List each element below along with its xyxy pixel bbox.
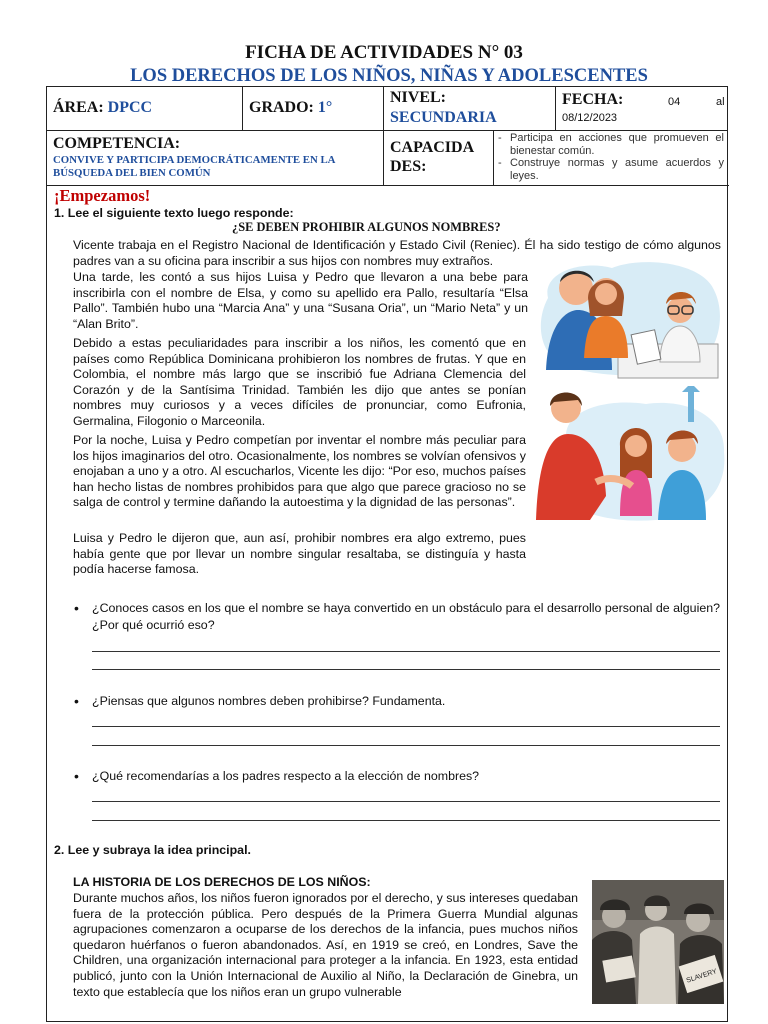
fecha-al: al bbox=[716, 96, 725, 108]
capacidades-label-cell bbox=[384, 131, 494, 186]
question-1: ¿Conoces casos en los que el nombre se haya convertido en un obstáculo para el desarrollo personal de alguien? ¿Por qué ocurrió eso? bbox=[92, 601, 720, 632]
nivel-label: NIVEL: bbox=[390, 89, 447, 106]
area-cell bbox=[47, 87, 243, 131]
answer-line[interactable] bbox=[92, 801, 720, 802]
historic-photo bbox=[592, 880, 724, 1004]
answer-line[interactable] bbox=[92, 745, 720, 746]
family-illustration bbox=[536, 386, 728, 524]
fecha-label: FECHA: bbox=[562, 91, 624, 108]
competencia-label: COMPETENCIA: bbox=[53, 135, 181, 152]
page-subtitle: LOS DERECHOS DE LOS NIÑOS, NIÑAS Y ADOLESCENTES bbox=[130, 66, 648, 86]
fecha-date: 08/12/2023 bbox=[562, 112, 618, 124]
paragraph-4: Por la noche, Luisa y Pedro competían por inventar el nombre más peculiar para los hijos imaginarios del otro. Ocasionalmente, los nombres se volvían ofensivos y enojaban a uno y a otro. Al escucharlos, Vicente les dijo: “Por eso, muchos países han hecho listas de nombres prohibidos para que algo que parece gracioso no se salga de control y termine dañando la autoestima y la dignidad de las personas”. bbox=[73, 433, 526, 510]
question-3: ¿Qué recomendarías a los padres respecto a la elección de nombres? bbox=[92, 769, 480, 783]
grado-cell bbox=[243, 87, 384, 131]
answer-line[interactable] bbox=[92, 726, 720, 727]
item-2-label: 2. Lee y subraya la idea principal. bbox=[54, 843, 251, 857]
bullet-icon: • bbox=[74, 768, 79, 784]
answer-line[interactable] bbox=[92, 669, 720, 670]
capacidades-label-2: DES: bbox=[390, 158, 427, 175]
nivel-cell bbox=[384, 87, 556, 131]
area-value: DPCC bbox=[107, 99, 153, 116]
office-illustration bbox=[532, 258, 724, 380]
paragraph-3: Debido a estas peculiaridades para inscribir a los niños, les comentó que en países como República Dominicana prohibieron los nombres de frutas. Y que en Colombia, el nombre más largo que se inscribió fue Adriana Clemencia del Corazón y de la Santísima Trinidad. También les dijo que antes se ponían nombres muy curiosos y a veces difíciles de pronunciar, como Eufronia, Germalina, Filogonio o Marceonila. bbox=[73, 336, 526, 428]
photo-sign-text: SLAVERY bbox=[685, 968, 718, 985]
fecha-cell bbox=[556, 87, 728, 131]
nivel-value: SECUNDARIA bbox=[390, 109, 497, 126]
answer-line[interactable] bbox=[92, 820, 720, 821]
capacidad-item: - Participa en acciones que promueven el bienestar común. bbox=[498, 132, 724, 157]
paragraph-5: Luisa y Pedro le dijeron que, aun así, prohibir nombres era algo extremo, pues había gente que por llevar un nombre singular resaltaba, se distinguía y hasta podía hacerse famosa. bbox=[73, 531, 526, 577]
page-title: FICHA DE ACTIVIDADES N° 03 bbox=[245, 42, 523, 63]
paragraph-2: Una tarde, les contó a sus hijos Luisa y Pedro que llevaron a una bebe para inscribirla con el nombre de Elsa, y como su apellido era Pallo, resultaría “Elsa Pallo”. También hubo una “Marcia Ana” y una “Susana Oria”, un “Mario Neta” y un “Alan Brito”. bbox=[73, 270, 528, 331]
section-heading: ¡Empezamos! bbox=[54, 186, 151, 205]
capacidad-item: - Construye normas y asume acuerdos y leyes. bbox=[498, 157, 724, 182]
bullet-icon: • bbox=[74, 693, 79, 709]
history-title: LA HISTORIA DE LOS DERECHOS DE LOS NIÑOS: bbox=[73, 875, 371, 889]
capacidades-label-1: CAPACIDA bbox=[390, 139, 475, 156]
item-1-label: 1. Lee el siguiente texto luego responde: bbox=[54, 206, 294, 220]
capacidades-list-cell bbox=[494, 131, 729, 186]
fecha-day: 04 bbox=[668, 96, 681, 108]
question-2: ¿Piensas que algunos nombres deben prohibirse? Fundamenta. bbox=[92, 694, 446, 708]
history-paragraph: Durante muchos años, los niños fueron ignorados por el derecho, y sus intereses quedaban fuera de la protección pública. Pero después de la Primera Guerra Mundial algunas agrupaciones comenzaron a ocuparse de los derechos de la infancia, pues muchos niños quedaron huérfanos o fueron abandonados. Así, en 1919 se creó, en Londres, Save the Children, una organización internacional para proteger a la infancia. En 1923, esta entidad publicó, junto con la Unión Internacional de Auxilio al Niño, la Declaración de Ginebra, un texto que establecía que los niños eran un grupo vulnerable bbox=[73, 891, 578, 999]
answer-line[interactable] bbox=[92, 651, 720, 652]
competencia-value: CONVIVE Y PARTICIPA DEMOCRÁTICAMENTE EN LA BÚSQUEDA DEL BIEN COMÚN bbox=[53, 154, 335, 179]
competencia-cell bbox=[47, 131, 384, 186]
reading-title: ¿SE DEBEN PROHIBIR ALGUNOS NOMBRES? bbox=[232, 220, 501, 234]
bullet-icon: • bbox=[74, 600, 79, 616]
area-label: ÁREA: bbox=[53, 99, 104, 116]
grado-value: 1° bbox=[317, 99, 333, 116]
grado-label: GRADO: bbox=[249, 99, 314, 116]
paragraph-1: Vicente trabaja en el Registro Nacional de Identificación y Estado Civil (Reniec). Él ha sido testigo de cómo algunos padres van a su oficina para inscribir a sus hijos con nombres muy extraños. bbox=[73, 238, 721, 268]
